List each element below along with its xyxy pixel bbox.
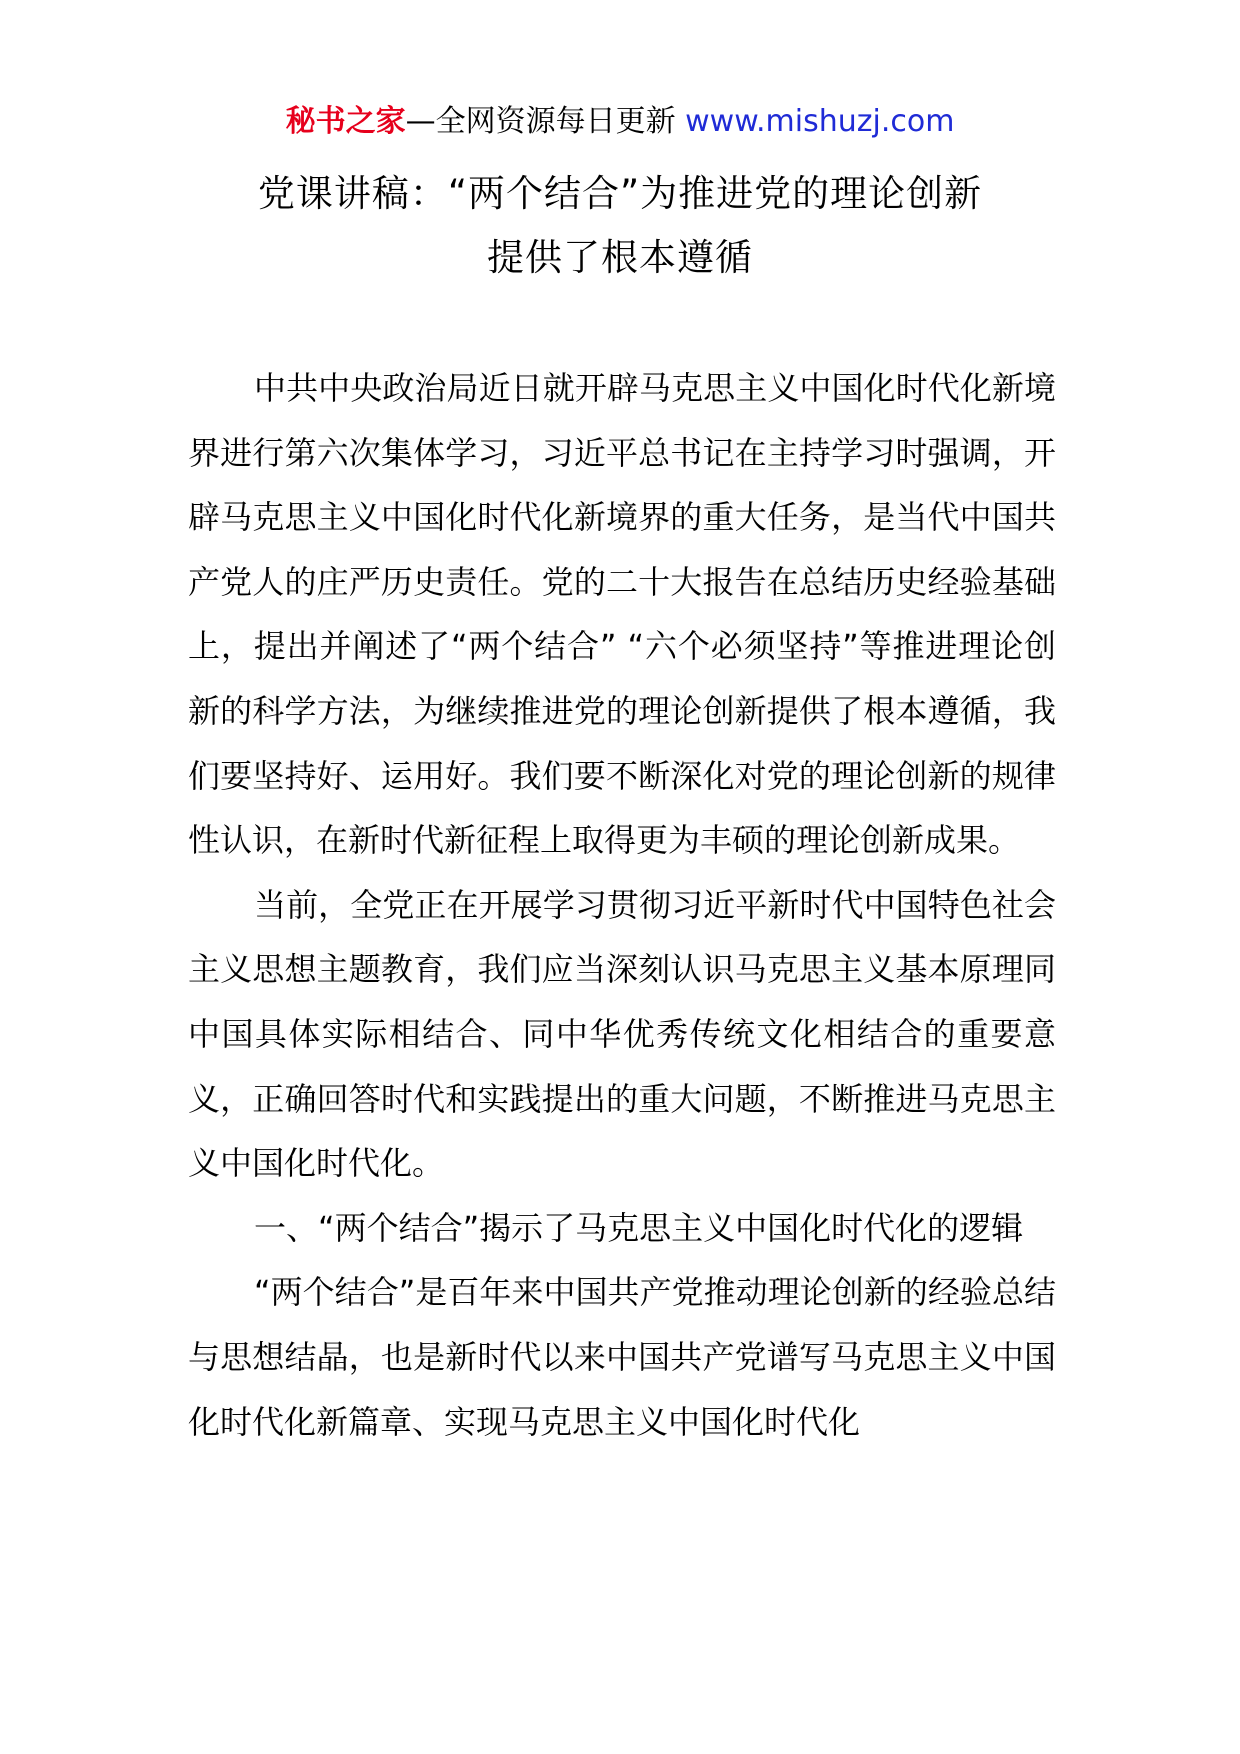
body-paragraph: 中共中央政治局近日就开辟马克思主义中国化时代化新境界进行第六次集体学习，习近平总书记在主持学习时强调，开辟马克思主义中国化时代化新境界的重大任务，是当代中国共产党人的庄严历史责任。党的二十大报告在总结历史经验基础上，提出并阐述了“两个结合” “六个必须坚持”等推进理论创新的科学方法，为继续推进党的理论创新提供了根本遵循，我们要坚持好、运用好。我们要不断深化对党的理论创新的规律性认识，在新时代新征程上取得更为丰硕的理论创新成果。 [188, 369, 1056, 860]
document-title-line-1: 党课讲稿：“两个结合”为推进党的理论创新 [257, 172, 983, 215]
site-brand: 秘书之家 [285, 104, 406, 139]
site-slogan: —全网资源每日更新 [405, 104, 686, 139]
section-heading: 一、“两个结合”揭示了马克思主义中国化时代化的逻辑 [254, 1208, 1024, 1247]
document-title-line-2: 提供了根本遵循 [487, 236, 753, 279]
body-paragraph: 当前，全党正在开展学习贯彻习近平新时代中国特色社会主义思想主题教育，我们应当深刻认识马克思主义基本原理同中国具体实际相结合、同中华优秀传统文化相结合的重要意义，正确回答时代和实践提出的重大问题，不断推进马克思主义中国化时代化。 [188, 885, 1056, 1183]
site-url-link[interactable]: www.mishuzj.com [685, 104, 955, 139]
document-body [188, 356, 1056, 1454]
section-paragraph: “两个结合”是百年来中国共产党推动理论创新的经验总结与思想结晶，也是新时代以来中国共产党谱写马克思主义中国化时代化新篇章、实现马克思主义中国化时代化 [188, 1273, 1056, 1441]
site-header [0, 100, 1240, 144]
document-title [150, 162, 1090, 290]
